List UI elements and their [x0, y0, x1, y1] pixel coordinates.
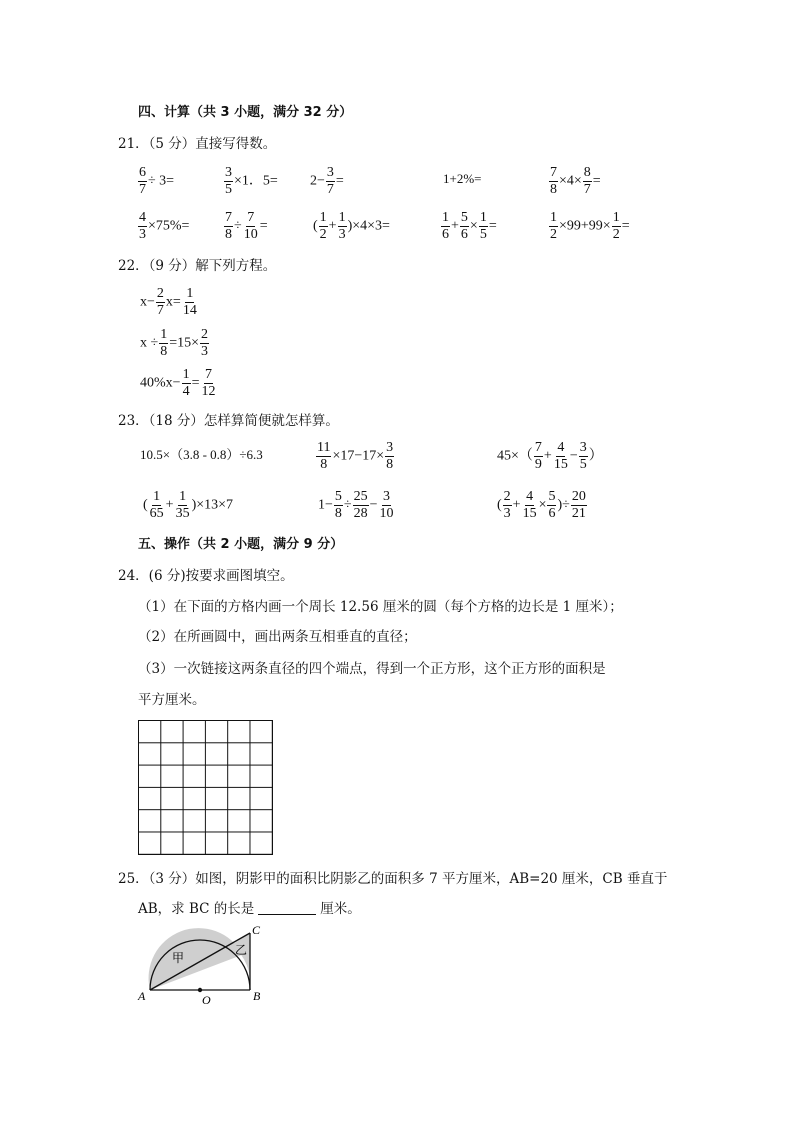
- q25-stem-line-1: 25．（3 分）如图，阴影甲的面积比阴影乙的面积多 7 平方厘米，AB=20 厘米，CB 垂直于: [118, 871, 668, 887]
- label-yi: 乙: [235, 943, 248, 957]
- q24-step-2: （2）在所画圆中，画出两条互相垂直的直径；: [138, 629, 417, 645]
- q24-step-3-unit: 平方厘米。: [138, 692, 206, 708]
- q21-r2-b: $\frac{7}{8}$ ÷ $\frac{7}{10}$ =: [225, 210, 268, 242]
- q24-step-3: （3）一次链接这两条直径的四个端点，得到一个正方形，这个正方形的面积是: [138, 661, 606, 677]
- center-point: [198, 988, 202, 992]
- q23-d: ( $\frac{1}{65}$ + $\frac{1}{35}$ )×13×7: [143, 489, 234, 521]
- q21-r1-d: 1+2%=: [443, 171, 482, 186]
- label-c: C: [252, 923, 261, 937]
- q23-e: 1− $\frac{5}{8}$ ÷ $\frac{25}{28}$ − $\frac{3}{10}$: [318, 489, 394, 521]
- q23-f: ( $\frac{2}{3}$ + $\frac{4}{15}$ × $\frac{5}{6}$ )÷ $\frac{20}{21}$: [497, 489, 586, 521]
- q22-equation-3: 40%x− $\frac{1}{4}$ = $\frac{7}{12}$: [140, 367, 216, 399]
- q24-step-1: （1）在下面的方格内画一个周长 12.56 厘米的圆（每个方格的边长是 1 厘米）；: [138, 599, 623, 615]
- q21-r1-b: $\frac{3}{5}$ ×1．5=: [225, 165, 278, 197]
- section-5-title: 五、操作（共 2 小题，满分 9 分）: [138, 537, 344, 552]
- q21-r2-c: ( $\frac{1}{2}$ + $\frac{1}{3}$ )×4×3=: [313, 210, 390, 242]
- semicircle-figure: [130, 918, 270, 1008]
- shaded-region-jia: [149, 928, 243, 990]
- q22-stem: 22．（9 分）解下列方程。: [118, 258, 277, 274]
- label-o: O: [202, 993, 211, 1007]
- q21-r2-e: $\frac{1}{2}$ ×99+99× $\frac{1}{2}$ =: [550, 210, 630, 242]
- label-a: A: [138, 989, 146, 1003]
- q25-stem-line-2: AB，求 BC 的长是 厘米。: [138, 901, 361, 917]
- answer-blank[interactable]: [258, 914, 316, 915]
- q23-b: $\frac{11}{8}$ ×17−17× $\frac{3}{8}$: [317, 440, 394, 472]
- q23-stem: 23．（18 分）怎样算简便就怎样算。: [118, 413, 339, 429]
- q23-c: 45×（ $\frac{7}{9}$ + $\frac{4}{15}$ − $\frac{3}{5}$ ）: [497, 440, 603, 472]
- q22-equation-2: x ÷ $\frac{1}{8}$ =15× $\frac{2}{3}$: [140, 327, 208, 359]
- q22-equation-1: x− $\frac{2}{7}$ x= $\frac{1}{14}$: [140, 286, 197, 318]
- q21-stem: 21．（5 分）直接写得数。: [118, 136, 277, 152]
- grid-6x6: [138, 720, 273, 855]
- label-b: B: [253, 989, 261, 1003]
- q21-r1-e: $\frac{7}{8}$ ×4× $\frac{8}{7}$ =: [550, 165, 601, 197]
- q21-r2-d: $\frac{1}{6}$ + $\frac{5}{6}$ × $\frac{1}{5}$ =: [442, 210, 497, 242]
- q21-r1-a: $\frac{6}{7}$ ÷ 3=: [139, 165, 175, 197]
- q21-r1-c: 2− $\frac{3}{7}$ =: [310, 165, 344, 197]
- label-jia: 甲: [172, 951, 185, 965]
- q23-a: 10.5×（3.8 - 0.8）÷6.3: [140, 447, 263, 462]
- q24-stem: 24．(6 分)按要求画图填空。: [118, 568, 294, 584]
- q21-r2-a: $\frac{4}{3}$ ×75%=: [139, 210, 190, 242]
- section-4-title: 四、计算（共 3 小题，满分 32 分）: [138, 105, 353, 120]
